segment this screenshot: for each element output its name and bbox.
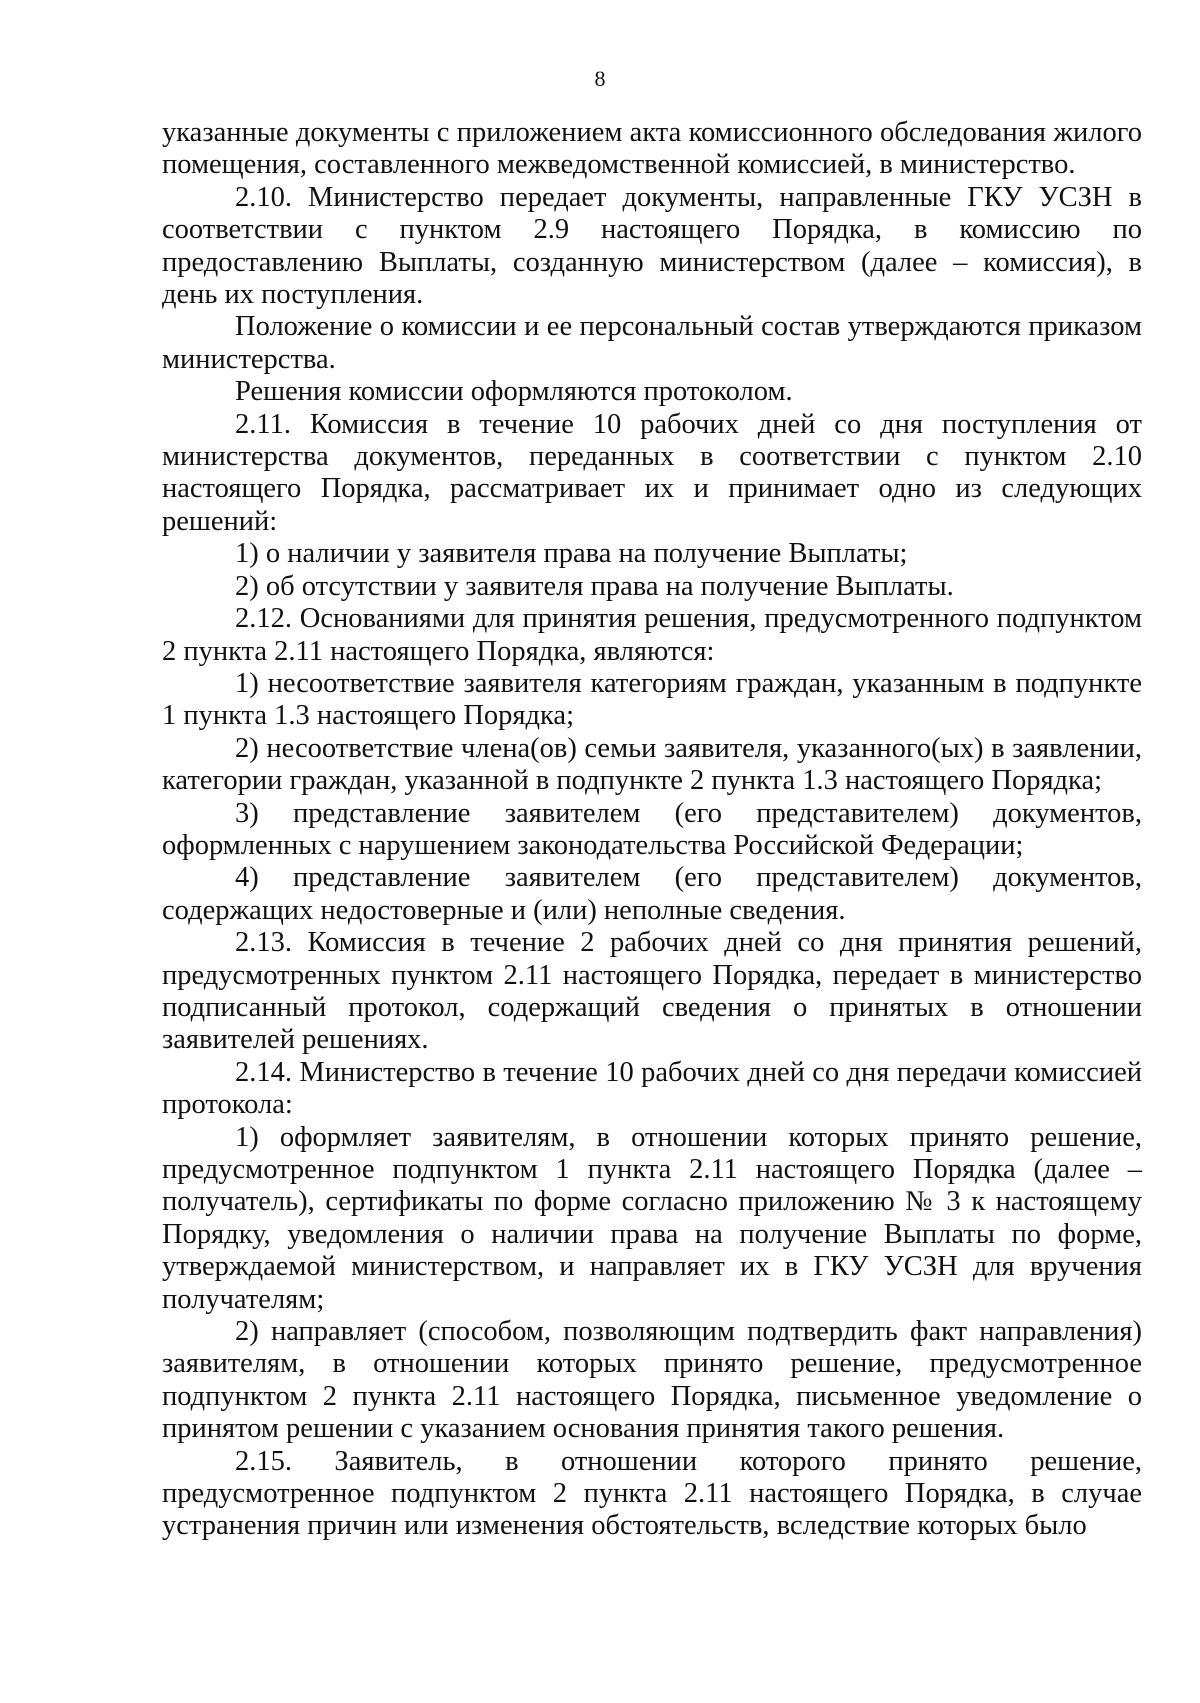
paragraph-2-12-item-2: 2) несоответствие члена(ов) семьи заявителя, указанного(ых) в заявлении, категории граждан, указанной в подпункте 2 пункта 1.3 настоящего Порядка; bbox=[162, 732, 1142, 797]
paragraph-2-13: 2.13. Комиссия в течение 2 рабочих дней со дня принятия решений, предусмотренных пунктом 2.11 настоящего Порядка, передает в министерство подписанный протокол, содержащий сведения о принятых в отношении заявителей решениях. bbox=[162, 927, 1142, 1056]
paragraph-2-12-item-1: 1) несоответствие заявителя категориям граждан, указанным в подпункте 1 пункта 1.3 настоящего Порядка; bbox=[162, 667, 1142, 732]
document-body bbox=[162, 117, 1142, 1543]
paragraph-2-12-item-4: 4) представление заявителем (его представителем) документов, содержащих недостоверные и (или) неполные сведения. bbox=[162, 862, 1142, 926]
page-number: 8 bbox=[594, 66, 606, 91]
paragraph-2-11-item-1: 1) о наличии у заявителя права на получение Выплаты; bbox=[235, 538, 908, 570]
paragraph-2-11: 2.11. Комиссия в течение 10 рабочих дней со дня поступления от министерства документов, переданных в соответствии с пунктом 2.10 настоящего Порядка, рассматривает их и принимает одно из следующих решений: bbox=[162, 408, 1142, 537]
paragraph-2-12-item-3: 3) представление заявителем (его представителем) документов, оформленных с нарушением законодательства Российской Федерации; bbox=[162, 797, 1142, 861]
paragraph-continuation: указанные документы с приложением акта комиссионного обследования жилого помещения, составленного межведомственной комиссией, в министерство. bbox=[162, 117, 1142, 181]
paragraph-2-15: 2.15. Заявитель, в отношении которого принято решение, предусмотренное подпунктом 2 пункта 2.11 настоящего Порядка, в случае устранения причин или изменения обстоятельств, вследствие которых было bbox=[162, 1445, 1142, 1542]
paragraph-2-14-item-1: 1) оформляет заявителям, в отношении которых принято решение, предусмотренное подпунктом 1 пункта 2.11 настоящего Порядка (далее – получатель), сертификаты по форме согласно приложению № 3 к настоящему Порядку, уведомления о наличии права на получение Выплаты по форме, утверждаемой министерством, и направляет их в ГКУ УСЗН для вручения получателям; bbox=[162, 1121, 1142, 1315]
paragraph-2-10: 2.10. Министерство передает документы, направленные ГКУ УСЗН в соответствии с пунктом 2.9 настоящего Порядка, в комиссию по предоставлению Выплаты, созданную министерством (далее – комиссия), в день их поступления. bbox=[162, 181, 1142, 311]
paragraph-2-12: 2.12. Основаниями для принятия решения, предусмотренного подпунктом 2 пункта 2.11 настоящего Порядка, являются: bbox=[162, 603, 1142, 667]
paragraph-2-11-item-2: 2) об отсутствии у заявителя права на получение Выплаты. bbox=[235, 570, 954, 602]
paragraph-commission-regulation: Положение о комиссии и ее персональный состав утверждаются приказом министерства. bbox=[162, 311, 1142, 375]
paragraph-commission-protocol: Решения комиссии оформляются протоколом. bbox=[235, 376, 793, 408]
paragraph-2-14: 2.14. Министерство в течение 10 рабочих дней со дня передачи комиссией протокола: bbox=[162, 1056, 1142, 1121]
paragraph-2-14-item-2: 2) направляет (способом, позволяющим подтвердить факт направления) заявителям, в отношении которых принято решение, предусмотренное подпунктом 2 пункта 2.11 настоящего Порядка, письменное уведомление о принятом решении с указанием основания принятия такого решения. bbox=[162, 1316, 1142, 1445]
